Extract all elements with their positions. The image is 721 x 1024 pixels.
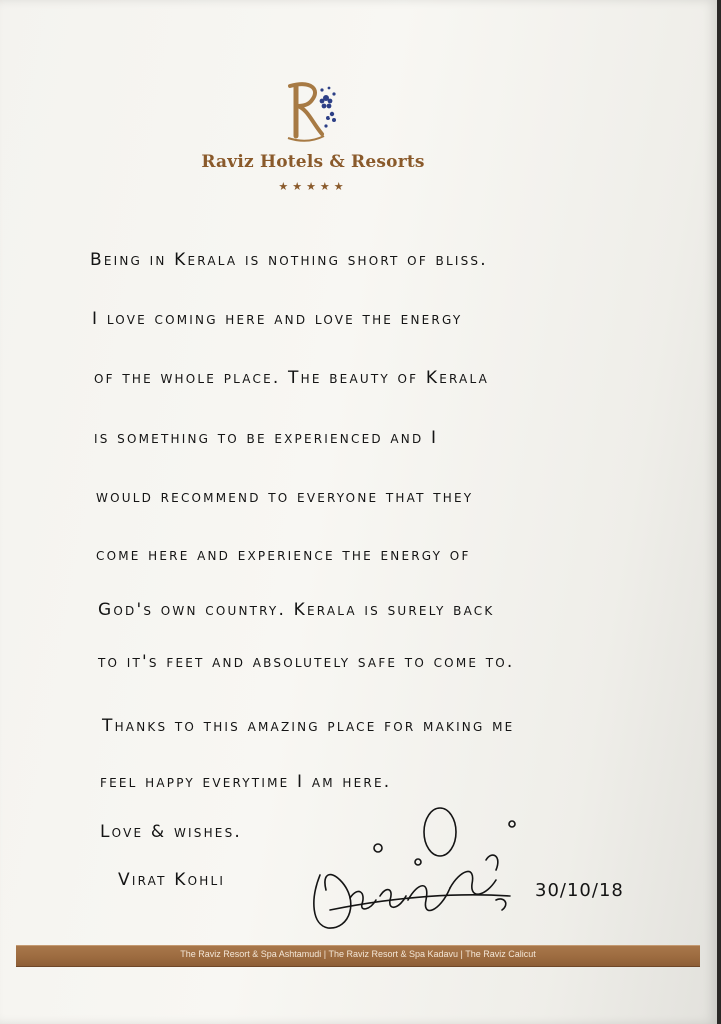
note-line-10: feel happy everytime I am here. xyxy=(100,772,392,792)
note-signer-name: Virat Kohli xyxy=(118,870,226,890)
note-line-8: to it's feet and absolutely safe to come to. xyxy=(98,652,515,672)
footer-locations: The Raviz Resort & Spa Ashtamudi | The Raviz Resort & Spa Kadavu | The Raviz Calicut xyxy=(180,949,536,959)
note-line-5: would recommend to everyone that they xyxy=(96,487,474,507)
note-line-3: of the whole place. The beauty of Kerala xyxy=(94,368,490,388)
note-line-2: I love coming here and love the energy xyxy=(92,309,463,329)
paper-edge-shadow xyxy=(717,0,721,1024)
note-line-1: Being in Kerala is nothing short of bliss. xyxy=(90,250,488,270)
star-rating: ★★★★★ xyxy=(278,180,348,193)
note-line-9: Thanks to this amazing place for making me xyxy=(102,716,515,736)
note-closing: Love & wishes. xyxy=(100,822,243,842)
handwritten-signature xyxy=(300,800,530,935)
brand-name: Raviz Hotels & Resorts xyxy=(201,152,425,172)
note-line-7: God's own country. Kerala is surely back xyxy=(98,600,495,620)
note-date: 30/10/18 xyxy=(535,880,624,901)
note-line-4: is something to be experienced and I xyxy=(94,428,439,448)
raviz-logo-icon xyxy=(282,76,344,146)
note-line-6: come here and experience the energy of xyxy=(96,545,471,565)
